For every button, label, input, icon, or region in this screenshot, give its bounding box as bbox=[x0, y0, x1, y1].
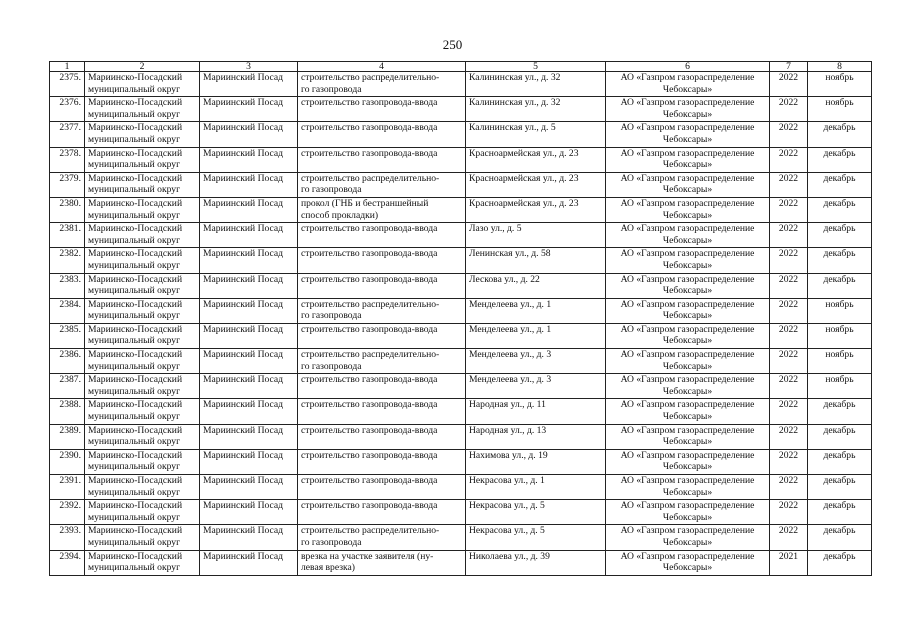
organization-cell bbox=[606, 223, 770, 248]
month-cell: декабрь bbox=[808, 500, 872, 525]
year-cell: 2022 bbox=[770, 97, 808, 122]
table-body bbox=[50, 72, 872, 576]
organization-line: АО «Газпром газораспределение bbox=[620, 197, 755, 209]
district-cell bbox=[85, 248, 200, 273]
table-row bbox=[50, 475, 872, 500]
district-line: муниципальный округ bbox=[88, 184, 181, 196]
year-cell: 2022 bbox=[770, 147, 808, 172]
column-header: 8 bbox=[808, 62, 872, 72]
table-row bbox=[50, 172, 872, 197]
district-cell bbox=[85, 97, 200, 122]
organization-line: АО «Газпром газораспределение bbox=[620, 374, 755, 386]
organization-line: Чебоксары» bbox=[662, 536, 713, 548]
organization-line: Чебоксары» bbox=[662, 310, 713, 322]
gas-works-table bbox=[49, 61, 872, 576]
organization-cell bbox=[606, 122, 770, 147]
address-cell: Красноармейская ул., д. 23 bbox=[466, 147, 606, 172]
row-number: 2380. bbox=[50, 197, 85, 222]
column-header: 5 bbox=[466, 62, 606, 72]
organization-cell bbox=[606, 374, 770, 399]
district-cell bbox=[85, 399, 200, 424]
district-line: муниципальный округ bbox=[88, 310, 181, 322]
month-cell: декабрь bbox=[808, 147, 872, 172]
work-type-line: прокол (ГНБ и бестраншейный bbox=[301, 197, 429, 209]
year-cell: 2021 bbox=[770, 550, 808, 575]
year-cell: 2022 bbox=[770, 399, 808, 424]
district-cell bbox=[85, 525, 200, 550]
year-cell: 2022 bbox=[770, 323, 808, 348]
row-number: 2379. bbox=[50, 172, 85, 197]
work-type-cell bbox=[298, 122, 466, 147]
settlement-cell: Мариинский Посад bbox=[200, 298, 298, 323]
district-line: муниципальный округ bbox=[88, 562, 181, 574]
table-row bbox=[50, 323, 872, 348]
work-type-line: строительство распределительно- bbox=[301, 525, 440, 537]
work-type-cell bbox=[298, 248, 466, 273]
settlement-cell: Мариинский Посад bbox=[200, 147, 298, 172]
organization-line: АО «Газпром газораспределение bbox=[620, 72, 755, 83]
year-cell: 2022 bbox=[770, 349, 808, 374]
month-cell: декабрь bbox=[808, 223, 872, 248]
settlement-cell: Мариинский Посад bbox=[200, 122, 298, 147]
month-cell: ноябрь bbox=[808, 349, 872, 374]
district-line: муниципальный округ bbox=[88, 411, 181, 423]
district-line: Мариинско-Посадский bbox=[88, 172, 183, 184]
district-cell bbox=[85, 349, 200, 374]
district-line: муниципальный округ bbox=[88, 486, 181, 498]
year-cell: 2022 bbox=[770, 223, 808, 248]
table-row bbox=[50, 399, 872, 424]
address-cell: Калининская ул., д. 5 bbox=[466, 122, 606, 147]
year-cell: 2022 bbox=[770, 374, 808, 399]
district-line: Мариинско-Посадский bbox=[88, 399, 183, 411]
settlement-cell: Мариинский Посад bbox=[200, 273, 298, 298]
address-cell: Ленинская ул., д. 58 bbox=[466, 248, 606, 273]
address-cell: Калининская ул., д. 32 bbox=[466, 72, 606, 97]
month-cell: декабрь bbox=[808, 399, 872, 424]
address-cell: Некрасова ул., д. 5 bbox=[466, 500, 606, 525]
work-type-cell bbox=[298, 449, 466, 474]
work-type-cell bbox=[298, 550, 466, 575]
table-row bbox=[50, 449, 872, 474]
work-type-line: строительство газопровода-ввода bbox=[301, 424, 438, 436]
organization-line: АО «Газпром газораспределение bbox=[620, 550, 755, 562]
district-cell bbox=[85, 223, 200, 248]
row-number: 2383. bbox=[50, 273, 85, 298]
district-cell bbox=[85, 273, 200, 298]
district-line: Мариинско-Посадский bbox=[88, 223, 183, 235]
address-cell: Лескова ул., д. 22 bbox=[466, 273, 606, 298]
column-header: 2 bbox=[85, 62, 200, 72]
year-cell: 2022 bbox=[770, 500, 808, 525]
organization-cell bbox=[606, 248, 770, 273]
row-number: 2391. bbox=[50, 475, 85, 500]
district-line: Мариинско-Посадский bbox=[88, 197, 183, 209]
work-type-line: го газопровода bbox=[301, 184, 362, 196]
address-cell: Красноармейская ул., д. 23 bbox=[466, 197, 606, 222]
organization-cell bbox=[606, 72, 770, 97]
month-cell: ноябрь bbox=[808, 298, 872, 323]
row-number: 2377. bbox=[50, 122, 85, 147]
month-cell: ноябрь bbox=[808, 97, 872, 122]
address-cell: Некрасова ул., д. 5 bbox=[466, 525, 606, 550]
district-line: Мариинско-Посадский bbox=[88, 248, 183, 260]
district-line: муниципальный округ bbox=[88, 83, 181, 95]
district-line: Мариинско-Посадский bbox=[88, 323, 183, 335]
district-line: Мариинско-Посадский bbox=[88, 72, 183, 83]
address-cell: Народная ул., д. 11 bbox=[466, 399, 606, 424]
organization-cell bbox=[606, 97, 770, 122]
district-cell bbox=[85, 500, 200, 525]
organization-line: АО «Газпром газораспределение bbox=[620, 122, 755, 134]
month-cell: декабрь bbox=[808, 273, 872, 298]
month-cell: ноябрь bbox=[808, 72, 872, 97]
district-cell bbox=[85, 72, 200, 97]
organization-line: АО «Газпром газораспределение bbox=[620, 424, 755, 436]
work-type-line: строительство газопровода-ввода bbox=[301, 223, 438, 235]
district-line: муниципальный округ bbox=[88, 385, 181, 397]
year-cell: 2022 bbox=[770, 172, 808, 197]
work-type-line: строительство распределительно- bbox=[301, 72, 440, 83]
row-number: 2385. bbox=[50, 323, 85, 348]
column-header: 1 bbox=[50, 62, 85, 72]
organization-line: АО «Газпром газораспределение bbox=[620, 172, 755, 184]
work-type-cell bbox=[298, 223, 466, 248]
settlement-cell: Мариинский Посад bbox=[200, 500, 298, 525]
settlement-cell: Мариинский Посад bbox=[200, 323, 298, 348]
organization-line: Чебоксары» bbox=[662, 486, 713, 498]
organization-line: Чебоксары» bbox=[662, 411, 713, 423]
district-line: Мариинско-Посадский bbox=[88, 349, 183, 361]
address-cell: Лазо ул., д. 5 bbox=[466, 223, 606, 248]
table-row bbox=[50, 223, 872, 248]
work-type-cell bbox=[298, 424, 466, 449]
district-line: Мариинско-Посадский bbox=[88, 147, 183, 159]
organization-line: Чебоксары» bbox=[662, 385, 713, 397]
work-type-cell bbox=[298, 500, 466, 525]
district-line: Мариинско-Посадский bbox=[88, 97, 183, 109]
work-type-cell bbox=[298, 374, 466, 399]
district-cell bbox=[85, 449, 200, 474]
month-cell: ноябрь bbox=[808, 323, 872, 348]
organization-line: АО «Газпром газораспределение bbox=[620, 475, 755, 486]
district-line: Мариинско-Посадский bbox=[88, 500, 183, 512]
work-type-line: строительство распределительно- bbox=[301, 298, 440, 310]
organization-cell bbox=[606, 323, 770, 348]
row-number: 2375. bbox=[50, 72, 85, 97]
organization-line: АО «Газпром газораспределение bbox=[620, 449, 755, 461]
settlement-cell: Мариинский Посад bbox=[200, 223, 298, 248]
work-type-line: го газопровода bbox=[301, 360, 362, 372]
organization-line: Чебоксары» bbox=[662, 108, 713, 120]
work-type-line: строительство газопровода-ввода bbox=[301, 323, 438, 335]
district-cell bbox=[85, 475, 200, 500]
work-type-line: врезка на участке заявителя (ну- bbox=[301, 550, 434, 562]
work-type-line: строительство газопровода-ввода bbox=[301, 97, 438, 109]
year-cell: 2022 bbox=[770, 424, 808, 449]
month-cell: декабрь bbox=[808, 122, 872, 147]
organization-line: Чебоксары» bbox=[662, 562, 713, 574]
district-cell bbox=[85, 424, 200, 449]
address-cell: Нахимова ул., д. 19 bbox=[466, 449, 606, 474]
column-header: 6 bbox=[606, 62, 770, 72]
work-type-cell bbox=[298, 298, 466, 323]
year-cell: 2022 bbox=[770, 273, 808, 298]
work-type-cell bbox=[298, 72, 466, 97]
district-line: муниципальный округ bbox=[88, 259, 181, 271]
district-cell bbox=[85, 197, 200, 222]
district-line: муниципальный округ bbox=[88, 461, 181, 473]
district-line: муниципальный округ bbox=[88, 436, 181, 448]
row-number: 2386. bbox=[50, 349, 85, 374]
work-type-cell bbox=[298, 97, 466, 122]
work-type-cell bbox=[298, 525, 466, 550]
month-cell: ноябрь bbox=[808, 374, 872, 399]
row-number: 2394. bbox=[50, 550, 85, 575]
row-number: 2389. bbox=[50, 424, 85, 449]
settlement-cell: Мариинский Посад bbox=[200, 248, 298, 273]
organization-line: АО «Газпром газораспределение bbox=[620, 223, 755, 235]
settlement-cell: Мариинский Посад bbox=[200, 374, 298, 399]
organization-line: АО «Газпром газораспределение bbox=[620, 525, 755, 537]
district-line: муниципальный округ bbox=[88, 511, 181, 523]
settlement-cell: Мариинский Посад bbox=[200, 550, 298, 575]
district-line: муниципальный округ bbox=[88, 360, 181, 372]
district-cell bbox=[85, 172, 200, 197]
organization-line: АО «Газпром газораспределение bbox=[620, 147, 755, 159]
table-row bbox=[50, 147, 872, 172]
settlement-cell: Мариинский Посад bbox=[200, 72, 298, 97]
organization-line: АО «Газпром газораспределение bbox=[620, 97, 755, 109]
work-type-cell bbox=[298, 147, 466, 172]
work-type-cell bbox=[298, 475, 466, 500]
work-type-cell bbox=[298, 197, 466, 222]
organization-cell bbox=[606, 550, 770, 575]
column-number-row bbox=[50, 62, 872, 72]
table-row bbox=[50, 525, 872, 550]
organization-cell bbox=[606, 298, 770, 323]
organization-cell bbox=[606, 500, 770, 525]
organization-cell bbox=[606, 172, 770, 197]
table-row bbox=[50, 273, 872, 298]
organization-line: АО «Газпром газораспределение bbox=[620, 500, 755, 512]
work-type-cell bbox=[298, 349, 466, 374]
column-header: 7 bbox=[770, 62, 808, 72]
work-type-line: строительство газопровода-ввода bbox=[301, 147, 438, 159]
work-type-line: строительство газопровода-ввода bbox=[301, 248, 438, 260]
work-type-line: способ прокладки) bbox=[301, 209, 379, 221]
column-header: 3 bbox=[200, 62, 298, 72]
month-cell: декабрь bbox=[808, 550, 872, 575]
district-cell bbox=[85, 122, 200, 147]
address-cell: Народная ул., д. 13 bbox=[466, 424, 606, 449]
work-type-line: строительство распределительно- bbox=[301, 172, 440, 184]
district-line: Мариинско-Посадский bbox=[88, 298, 183, 310]
row-number: 2376. bbox=[50, 97, 85, 122]
work-type-cell bbox=[298, 172, 466, 197]
district-line: муниципальный округ bbox=[88, 108, 181, 120]
table-row bbox=[50, 500, 872, 525]
year-cell: 2022 bbox=[770, 475, 808, 500]
address-cell: Менделеева ул., д. 1 bbox=[466, 298, 606, 323]
organization-line: Чебоксары» bbox=[662, 259, 713, 271]
work-type-line: строительство газопровода-ввода bbox=[301, 500, 438, 512]
address-cell: Менделеева ул., д. 1 bbox=[466, 323, 606, 348]
settlement-cell: Мариинский Посад bbox=[200, 449, 298, 474]
work-type-line: строительство газопровода-ввода bbox=[301, 374, 438, 386]
organization-line: Чебоксары» bbox=[662, 360, 713, 372]
organization-line: АО «Газпром газораспределение bbox=[620, 248, 755, 260]
table-row bbox=[50, 197, 872, 222]
column-header: 4 bbox=[298, 62, 466, 72]
row-number: 2388. bbox=[50, 399, 85, 424]
organization-cell bbox=[606, 525, 770, 550]
month-cell: декабрь bbox=[808, 525, 872, 550]
month-cell: декабрь bbox=[808, 248, 872, 273]
row-number: 2393. bbox=[50, 525, 85, 550]
address-cell: Менделеева ул., д. 3 bbox=[466, 349, 606, 374]
organization-cell bbox=[606, 449, 770, 474]
settlement-cell: Мариинский Посад bbox=[200, 525, 298, 550]
address-cell: Некрасова ул., д. 1 bbox=[466, 475, 606, 500]
work-type-cell bbox=[298, 399, 466, 424]
work-type-line: го газопровода bbox=[301, 310, 362, 322]
district-line: Мариинско-Посадский bbox=[88, 550, 183, 562]
year-cell: 2022 bbox=[770, 197, 808, 222]
district-line: муниципальный округ bbox=[88, 234, 181, 246]
settlement-cell: Мариинский Посад bbox=[200, 424, 298, 449]
work-type-cell bbox=[298, 323, 466, 348]
district-line: муниципальный округ bbox=[88, 133, 181, 145]
district-line: Мариинско-Посадский bbox=[88, 475, 183, 486]
row-number: 2392. bbox=[50, 500, 85, 525]
work-type-line: строительство газопровода-ввода bbox=[301, 475, 438, 486]
district-line: муниципальный округ bbox=[88, 159, 181, 171]
district-line: Мариинско-Посадский bbox=[88, 424, 183, 436]
settlement-cell: Мариинский Посад bbox=[200, 399, 298, 424]
table-row bbox=[50, 72, 872, 97]
row-number: 2390. bbox=[50, 449, 85, 474]
organization-line: Чебоксары» bbox=[662, 511, 713, 523]
district-cell bbox=[85, 298, 200, 323]
organization-cell bbox=[606, 273, 770, 298]
settlement-cell: Мариинский Посад bbox=[200, 97, 298, 122]
work-type-cell bbox=[298, 273, 466, 298]
work-type-line: строительство газопровода-ввода bbox=[301, 399, 438, 411]
organization-line: АО «Газпром газораспределение bbox=[620, 399, 755, 411]
table-row bbox=[50, 374, 872, 399]
address-cell: Николаева ул., д. 39 bbox=[466, 550, 606, 575]
work-type-line: строительство распределительно- bbox=[301, 349, 440, 361]
organization-line: АО «Газпром газораспределение bbox=[620, 349, 755, 361]
organization-line: АО «Газпром газораспределение bbox=[620, 298, 755, 310]
district-line: Мариинско-Посадский bbox=[88, 122, 183, 134]
row-number: 2378. bbox=[50, 147, 85, 172]
year-cell: 2022 bbox=[770, 122, 808, 147]
table-row bbox=[50, 349, 872, 374]
organization-line: Чебоксары» bbox=[662, 436, 713, 448]
organization-line: Чебоксары» bbox=[662, 83, 713, 95]
district-line: Мариинско-Посадский bbox=[88, 273, 183, 285]
address-cell: Менделеева ул., д. 3 bbox=[466, 374, 606, 399]
organization-line: Чебоксары» bbox=[662, 335, 713, 347]
organization-line: Чебоксары» bbox=[662, 461, 713, 473]
organization-line: Чебоксары» bbox=[662, 133, 713, 145]
district-cell bbox=[85, 374, 200, 399]
organization-line: Чебоксары» bbox=[662, 184, 713, 196]
organization-cell bbox=[606, 147, 770, 172]
organization-line: Чебоксары» bbox=[662, 159, 713, 171]
district-cell bbox=[85, 147, 200, 172]
organization-line: АО «Газпром газораспределение bbox=[620, 323, 755, 335]
table-row bbox=[50, 550, 872, 575]
month-cell: декабрь bbox=[808, 424, 872, 449]
district-cell bbox=[85, 550, 200, 575]
organization-cell bbox=[606, 475, 770, 500]
organization-line: Чебоксары» bbox=[662, 234, 713, 246]
district-line: муниципальный округ bbox=[88, 536, 181, 548]
row-number: 2382. bbox=[50, 248, 85, 273]
table-row bbox=[50, 122, 872, 147]
month-cell: декабрь bbox=[808, 197, 872, 222]
row-number: 2384. bbox=[50, 298, 85, 323]
settlement-cell: Мариинский Посад bbox=[200, 172, 298, 197]
year-cell: 2022 bbox=[770, 248, 808, 273]
organization-cell bbox=[606, 399, 770, 424]
district-line: Мариинско-Посадский bbox=[88, 525, 183, 537]
month-cell: декабрь bbox=[808, 172, 872, 197]
work-type-line: строительство газопровода-ввода bbox=[301, 273, 438, 285]
work-type-line: строительство газопровода-ввода bbox=[301, 449, 438, 461]
month-cell: декабрь bbox=[808, 475, 872, 500]
work-type-line: го газопровода bbox=[301, 83, 362, 95]
district-cell bbox=[85, 323, 200, 348]
organization-cell bbox=[606, 349, 770, 374]
year-cell: 2022 bbox=[770, 449, 808, 474]
year-cell: 2022 bbox=[770, 72, 808, 97]
settlement-cell: Мариинский Посад bbox=[200, 475, 298, 500]
district-line: муниципальный округ bbox=[88, 285, 181, 297]
work-type-line: левая врезка) bbox=[301, 562, 355, 574]
organization-cell bbox=[606, 424, 770, 449]
work-type-line: строительство газопровода-ввода bbox=[301, 122, 438, 134]
organization-line: Чебоксары» bbox=[662, 285, 713, 297]
year-cell: 2022 bbox=[770, 525, 808, 550]
row-number: 2381. bbox=[50, 223, 85, 248]
year-cell: 2022 bbox=[770, 298, 808, 323]
district-line: Мариинско-Посадский bbox=[88, 374, 183, 386]
organization-cell bbox=[606, 197, 770, 222]
district-line: Мариинско-Посадский bbox=[88, 449, 183, 461]
table-row bbox=[50, 424, 872, 449]
address-cell: Калининская ул., д. 32 bbox=[466, 97, 606, 122]
month-cell: декабрь bbox=[808, 449, 872, 474]
settlement-cell: Мариинский Посад bbox=[200, 349, 298, 374]
organization-line: АО «Газпром газораспределение bbox=[620, 273, 755, 285]
district-line: муниципальный округ bbox=[88, 209, 181, 221]
work-type-line: го газопровода bbox=[301, 536, 362, 548]
district-line: муниципальный округ bbox=[88, 335, 181, 347]
table-row bbox=[50, 97, 872, 122]
table-row bbox=[50, 298, 872, 323]
address-cell: Красноармейская ул., д. 23 bbox=[466, 172, 606, 197]
settlement-cell: Мариинский Посад bbox=[200, 197, 298, 222]
organization-line: Чебоксары» bbox=[662, 209, 713, 221]
row-number: 2387. bbox=[50, 374, 85, 399]
page-number: 250 bbox=[442, 37, 463, 52]
table-row bbox=[50, 248, 872, 273]
